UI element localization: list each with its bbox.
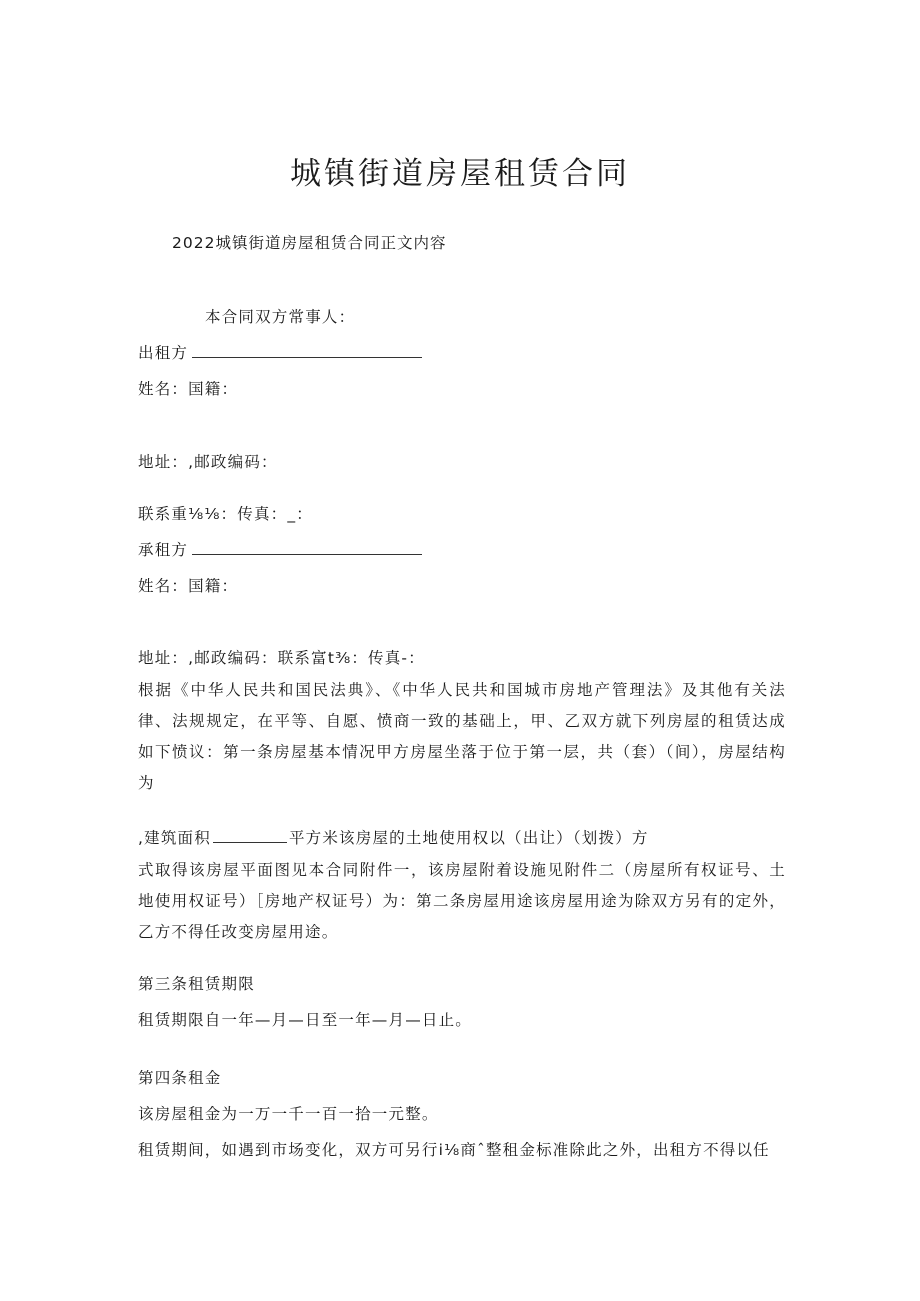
area-line <box>138 826 649 848</box>
lessor-name-line: 姓名：国籍： <box>138 380 239 398</box>
article3-title: 第三条租赁期限 <box>138 975 255 993</box>
lessee-blank <box>192 540 422 555</box>
lessor-label: 出租方 <box>138 344 189 362</box>
area-suffix: 平方米该房屋的土地使用权以（出让）（划拨）方 <box>288 829 649 847</box>
lessee-label: 承租方 <box>138 541 189 559</box>
lessee-address-contact-line: 地址：,邮政编码：联系富t⅜：传真-： <box>138 649 425 667</box>
lessee-name-line: 姓名：国籍： <box>138 577 239 595</box>
article4-title: 第四条租金 <box>138 1069 222 1087</box>
lessor-blank <box>192 343 422 358</box>
preamble-paragraph: 根据《中华人民共和国民法典》、《中华人民共和国城市房地产管理法》及其他有关法律、法规规定，在平等、自愿、愤商一致的基础上，甲、乙双方就下列房屋的租赁达成如下愤议：第一条房屋基本情况甲方房屋坐落于位于第一层，共（套）（间），房屋结构为 <box>138 681 786 792</box>
document-subtitle: 2022城镇街道房屋租赁合同正文内容 <box>172 234 447 252</box>
area-prefix: ,建筑面积 <box>138 829 211 847</box>
parties-intro: 本合同双方常事人： <box>205 308 356 326</box>
article4-body: 该房屋租金为一万一千一百一拾一元整。 <box>138 1105 439 1123</box>
lessee-line <box>138 538 422 560</box>
article3-body: 租赁期限自一年—月—日至一年—月—日止。 <box>138 1011 473 1029</box>
article4-continuation: 租赁期间，如遇到市场变化，双方可另行i⅛商ˆ整租金标准除此之外，出租方不得以任 <box>138 1141 770 1159</box>
lessor-line <box>138 341 422 363</box>
article1-continuation: 式取得该房屋平面图见本合同附件一，该房屋附着设施见附件二（房屋所有权证号、土地使用权证号）［房地产权证号）为：第二条房屋用途该房屋用途为除双方另有的定外，乙方不得任改变房屋用途。 <box>138 861 786 941</box>
lessor-contact-line: 联系重⅛⅛：传真：_： <box>138 505 313 523</box>
lessor-address-line: 地址：,邮政编码： <box>138 453 278 471</box>
document-title: 城镇街道房屋租赁合同 <box>290 156 630 192</box>
area-blank <box>213 828 287 843</box>
